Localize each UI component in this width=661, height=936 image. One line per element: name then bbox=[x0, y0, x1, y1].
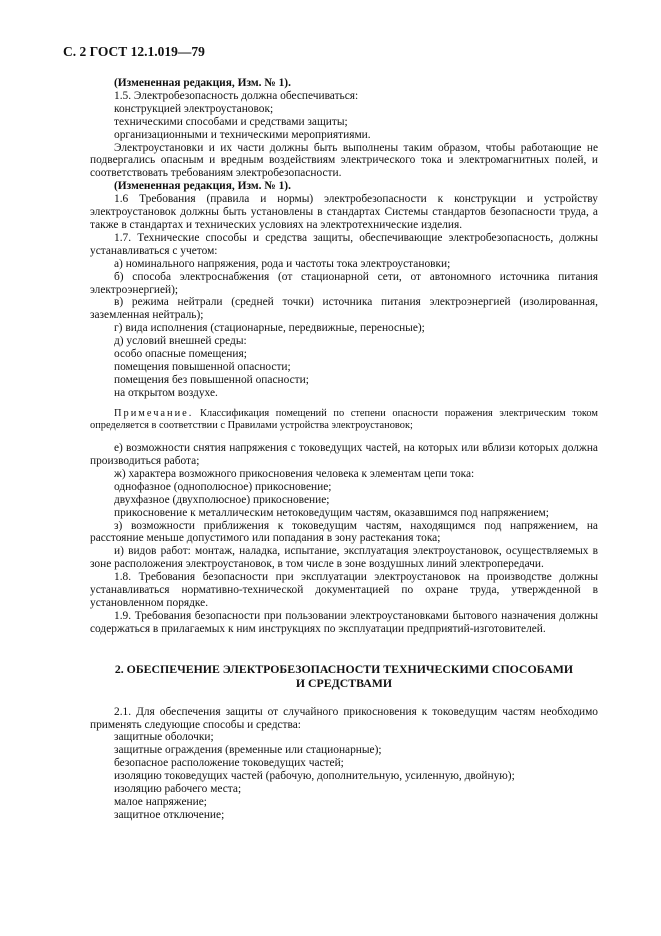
list-item: ж) характера возможного прикосновения человека к элементам цепи тока: bbox=[114, 467, 475, 480]
amendment-note: (Измененная редакция, Изм. № 1). bbox=[114, 77, 291, 89]
document-body bbox=[90, 77, 598, 822]
paragraph-1-7: 1.7. Технические способы и средства защиты, обеспечивающие электробезопасность, должны устанавливаться с учетом: bbox=[90, 231, 598, 257]
note-text: Классификация помещений по степени опасности поражения электрическим током определяется в соответствии с Правилами устройства электроустановок; bbox=[90, 407, 598, 431]
list-item: б) способа электроснабжения (от стационарной сети, от автономного источника питания электроэнергией); bbox=[90, 270, 598, 296]
list-item: техническими способами и средствами защиты; bbox=[114, 115, 348, 128]
paragraph-1-5: 1.5. Электробезопасность должна обеспечиваться: bbox=[114, 89, 359, 102]
list-item: защитное отключение; bbox=[114, 808, 225, 821]
list-item: защитные оболочки; bbox=[114, 731, 214, 744]
list-item: изоляцию рабочего места; bbox=[114, 783, 242, 796]
paragraph-1-6: 1.6 Требования (правила и нормы) электробезопасности к конструкции и устройству электроустановок должны быть установлены в стандартах Системы стандартов безопасности труда, а также в стандартах и технических условиях на электротехнические изделия. bbox=[90, 193, 598, 231]
note-label: Примечание. bbox=[114, 407, 194, 419]
amendment-note: (Измененная редакция, Изм. № 1). bbox=[114, 180, 291, 193]
list-item: двухфазное (двухполюсное) прикосновение; bbox=[114, 493, 330, 506]
list-item: организационными и техническими мероприятиями. bbox=[114, 128, 371, 141]
list-item: г) вида исполнения (стационарные, передвижные, переносные); bbox=[114, 322, 425, 335]
paragraph-1-8: 1.8. Требования безопасности при эксплуатации электроустановок на производстве должны устанавливаться нормативно-технической документацией по охране труда, утвержденной в установленном порядке. bbox=[90, 571, 598, 609]
list-item: на открытом воздухе. bbox=[114, 386, 218, 399]
list-item: особо опасные помещения; bbox=[114, 348, 247, 361]
paragraph-1-9: 1.9. Требования безопасности при пользовании электроустановками бытового назначения должны содержаться в прилагаемых к ним инструкциях по эксплуатации предприятий-изготовителей. bbox=[90, 609, 598, 635]
list-item: прикосновение к металлическим нетоковедущим частям, оказавшимся под напряжением; bbox=[114, 506, 549, 519]
list-item: е) возможности снятия напряжения с токоведущих частей, на которых или вблизи которых должна производиться работа; bbox=[90, 442, 598, 467]
list-item: а) номинального напряжения, рода и частоты тока электроустановки; bbox=[114, 257, 451, 270]
list-item: д) условий внешней среды: bbox=[114, 335, 247, 348]
list-item: изоляцию токоведущих частей (рабочую, дополнительную, усиленную, двойную); bbox=[114, 770, 515, 783]
list-item: помещения без повышенной опасности; bbox=[114, 373, 309, 386]
list-item: з) возможности приближения к токоведущим частям, находящимся под напряжением, на расстояние меньше допустимого или попадания в зону растекания тока; bbox=[90, 519, 598, 545]
list-item: малое напряжение; bbox=[114, 796, 207, 808]
paragraph-2-1: 2.1. Для обеспечения защиты от случайного прикосновения к токоведущим частям необходимо применять следующие способы и средства: bbox=[90, 705, 598, 731]
list-item: конструкцией электроустановок; bbox=[114, 102, 274, 115]
paragraph-text: Электроустановки и их части должны быть выполнены таким образом, чтобы работающие не подвергались опасным и вредным воздействиям электрического тока и электромагнитных полей, и соответствовать требованиям электробезопасности. bbox=[90, 141, 598, 180]
list-item: в) режима нейтрали (средней точки) источника питания электроэнергией (изолированная, заземленная нейтраль); bbox=[90, 296, 598, 322]
list-item: защитные ограждения (временные или стационарные); bbox=[114, 744, 382, 757]
list-item: помещения повышенной опасности; bbox=[114, 360, 291, 373]
note bbox=[90, 408, 598, 432]
section-2-title: 2. ОБЕСПЕЧЕНИЕ ЭЛЕКТРОБЕЗОПАСНОСТИ ТЕХНИЧЕСКИМИ СПОСОБАМИ И СРЕДСТВАМИ bbox=[114, 661, 574, 690]
list-item: безопасное расположение токоведущих частей; bbox=[114, 757, 344, 770]
list-item: однофазное (однополюсное) прикосновение; bbox=[114, 480, 332, 493]
page-header: С. 2 ГОСТ 12.1.019—79 bbox=[63, 44, 205, 59]
list-item: и) видов работ: монтаж, наладка, испытание, эксплуатация электроустановок, осуществляемых в зоне расположения электроустановок, в том числе в зоне воздушных линий электропередачи. bbox=[90, 545, 598, 571]
